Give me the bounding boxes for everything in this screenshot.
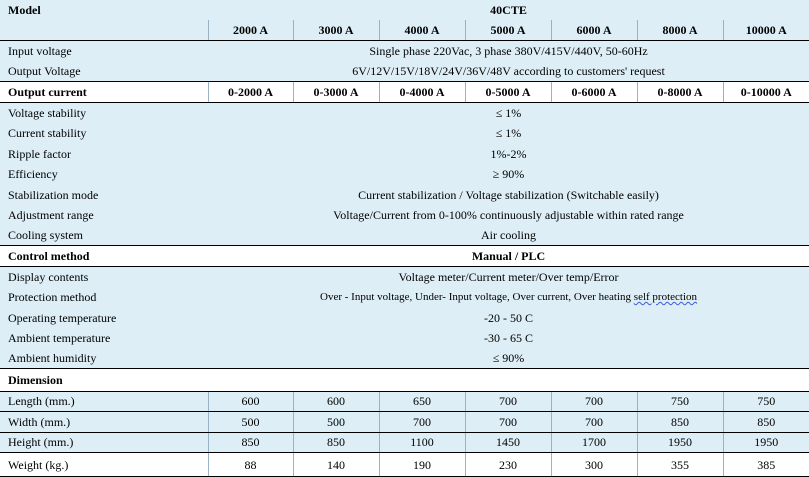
row-value: Current stabilization / Voltage stabilization (Switchable easily) — [358, 187, 659, 202]
model-2000: 2000 A — [208, 20, 293, 40]
spec-row — [0, 287, 809, 307]
cell: 140 — [293, 453, 379, 477]
output-current-row — [0, 82, 809, 102]
row-label: Weight (kg.) — [0, 453, 208, 477]
model-10000: 10000 A — [723, 20, 809, 40]
cell: 500 — [293, 412, 379, 432]
spec-row — [0, 225, 809, 245]
cell: 300 — [551, 453, 637, 477]
row-value: ≤ 1% — [495, 105, 522, 120]
row-value: 6V/12V/15V/18V/24V/36V/48V according to customers' request — [352, 64, 665, 79]
spec-row — [0, 307, 809, 327]
series-name: 40CTE — [490, 3, 527, 18]
spec-row — [0, 205, 809, 225]
dimension-row — [0, 432, 809, 452]
spellcheck-underlined-text: self protection — [633, 291, 698, 304]
protection-text: Over - Input voltage, Under- Input voltage, Over current, Over heating — [320, 291, 634, 304]
cell: 1950 — [723, 432, 809, 452]
row-label: Output current — [0, 82, 208, 102]
row-value: Voltage meter/Current meter/Over temp/Error — [398, 269, 619, 284]
cell: 1450 — [465, 432, 551, 452]
row-value: 0-8000 A — [637, 82, 723, 102]
dimension-header-row — [0, 369, 809, 392]
cell: 500 — [208, 412, 293, 432]
model-8000: 8000 A — [637, 20, 723, 40]
row-value: 0-4000 A — [379, 82, 465, 102]
cell: 850 — [637, 412, 723, 432]
spec-row — [0, 266, 809, 286]
control-method-row — [0, 246, 809, 266]
row-label: Input voltage — [8, 44, 72, 59]
row-value: -20 - 50 C — [484, 310, 534, 325]
row-value: Voltage/Current from 0-100% continuously adjustable within rated range — [333, 208, 684, 223]
cell: 700 — [551, 391, 637, 411]
row-label: Control method — [0, 246, 208, 266]
row-label: Ambient temperature — [8, 330, 111, 345]
spec-row — [0, 102, 809, 122]
row-value — [208, 287, 809, 307]
dimension-label: Dimension — [0, 369, 809, 392]
row-label: Protection method — [8, 290, 97, 305]
row-label: Adjustment range — [8, 208, 94, 223]
spec-row — [0, 328, 809, 348]
cell: 700 — [465, 391, 551, 411]
spec-row — [0, 41, 809, 61]
cell: 1950 — [637, 432, 723, 452]
cell: 88 — [208, 453, 293, 477]
row-value: ≥ 90% — [492, 167, 525, 182]
row-label: Stabilization mode — [8, 187, 99, 202]
cell: 750 — [637, 391, 723, 411]
row-value: ≤ 90% — [492, 351, 525, 366]
spec-row — [0, 123, 809, 143]
row-value: 0-3000 A — [293, 82, 379, 102]
spec-row — [0, 348, 809, 368]
row-value: 0-10000 A — [723, 82, 809, 102]
row-value: -30 - 65 C — [484, 330, 534, 345]
row-label: Operating temperature — [8, 310, 117, 325]
row-value: Air cooling — [481, 228, 537, 243]
row-value: Manual / PLC — [208, 246, 809, 266]
cell: 230 — [465, 453, 551, 477]
model-6000: 6000 A — [551, 20, 637, 40]
row-value: Single phase 220Vac, 3 phase 380V/415V/440V, 50-60Hz — [369, 44, 648, 59]
model-label: Model — [8, 3, 41, 18]
row-value: 1%-2% — [490, 146, 527, 161]
row-label: Ambient humidity — [8, 351, 97, 366]
row-label: Output Voltage — [8, 64, 81, 79]
row-label: Length (mm.) — [0, 391, 208, 411]
cell: 700 — [551, 412, 637, 432]
row-value: 0-6000 A — [551, 82, 637, 102]
cell: 1100 — [379, 432, 465, 452]
cell: 700 — [465, 412, 551, 432]
cell: 600 — [293, 391, 379, 411]
row-label: Current stability — [8, 126, 87, 141]
row-value: 0-2000 A — [208, 82, 293, 102]
cell: 850 — [208, 432, 293, 452]
row-value: ≤ 1% — [495, 126, 522, 141]
cell: 190 — [379, 453, 465, 477]
cell: 850 — [723, 412, 809, 432]
cell: 750 — [723, 391, 809, 411]
dimension-row — [0, 412, 809, 432]
row-label: Ripple factor — [8, 146, 71, 161]
cell: 650 — [379, 391, 465, 411]
spec-row — [0, 164, 809, 184]
dimension-row — [0, 391, 809, 411]
cell: 1700 — [551, 432, 637, 452]
row-label: Width (mm.) — [0, 412, 208, 432]
model-4000: 4000 A — [379, 20, 465, 40]
cell: 355 — [637, 453, 723, 477]
cell: 385 — [723, 453, 809, 477]
cell: 600 — [208, 391, 293, 411]
model-3000: 3000 A — [293, 20, 379, 40]
cell: 700 — [379, 412, 465, 432]
row-label: Height (mm.) — [0, 432, 208, 452]
row-label: Cooling system — [8, 228, 84, 243]
row-label: Display contents — [8, 269, 89, 284]
model-5000: 5000 A — [465, 20, 551, 40]
cell: 850 — [293, 432, 379, 452]
spec-row — [0, 184, 809, 204]
series-header-row — [0, 0, 809, 20]
row-label: Voltage stability — [8, 105, 87, 120]
row-value: 0-5000 A — [465, 82, 551, 102]
spec-row — [0, 143, 809, 163]
row-label: Efficiency — [8, 167, 58, 182]
weight-row — [0, 453, 809, 477]
spec-row — [0, 61, 809, 81]
model-header-row — [0, 20, 809, 40]
